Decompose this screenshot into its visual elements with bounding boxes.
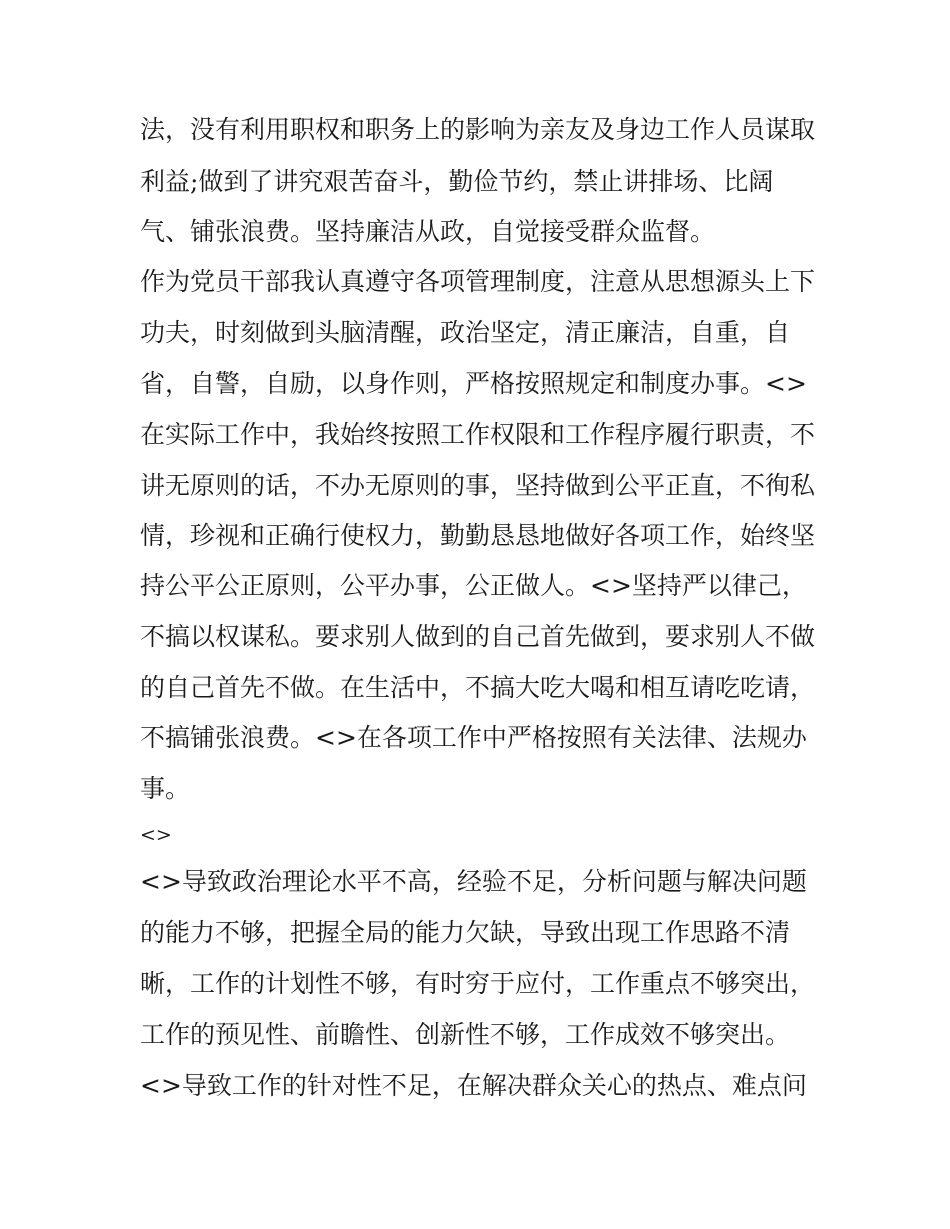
text-line-17: 的能力不够，把握全局的能力欠缺，导致出现工作思路不清 xyxy=(140,918,791,947)
text-line-18: 晰，工作的计划性不够，有时穷于应付，工作重点不够突出， xyxy=(140,969,816,998)
text-line-7: 在实际工作中，我始终按照工作权限和工作程序履行职责，不 xyxy=(140,420,816,449)
text-line-20: <>导致工作的针对性不足，在解决群众关心的热点、难点问 xyxy=(140,1071,807,1100)
text-line-10: 持公平公正原则，公平办事，公正做人。<>坚持严以律己， xyxy=(140,571,807,600)
text-line-3: 气、铺张浪费。坚持廉洁从政，自觉接受群众监督。 xyxy=(140,217,716,246)
text-line-8: 讲无原则的话，不办无原则的事，坚持做到公平正直，不徇私 xyxy=(140,471,816,500)
text-line-11: 不搞以权谋私。要求别人做到的自己首先做到，要求别人不做 xyxy=(140,622,816,651)
text-line-15: <> xyxy=(140,824,172,846)
text-line-13: 不搞铺张浪费。<>在各项工作中严格按照有关法律、法规办 xyxy=(140,723,807,752)
text-line-5: 功夫，时刻做到头脑清醒，政治坚定，清正廉洁，自重，自 xyxy=(140,318,791,347)
text-line-19: 工作的预见性、前瞻性、创新性不够，工作成效不够突出。 xyxy=(140,1020,791,1049)
text-line-16: <>导致政治理论水平不高，经验不足，分析问题与解决问题 xyxy=(140,867,807,896)
text-line-12: 的自己首先不做。在生活中，不搞大吃大喝和相互请吃吃请， xyxy=(140,673,816,702)
text-line-4: 作为党员干部我认真遵守各项管理制度，注意从思想源头上下 xyxy=(140,267,816,296)
text-line-1: 法，没有利用职权和职务上的影响为亲友及身边工作人员谋取 xyxy=(140,115,816,144)
text-line-2: 利益;做到了讲究艰苦奋斗，勤俭节约，禁止讲排场、比阔 xyxy=(140,167,774,196)
text-line-14: 事。 xyxy=(140,774,191,803)
text-line-9: 情，珍视和正确行使权力，勤勤恳恳地做好各项工作，始终坚 xyxy=(140,521,816,550)
text-line-6: 省，自警，自励，以身作则，严格按照规定和制度办事。<> xyxy=(140,369,807,398)
